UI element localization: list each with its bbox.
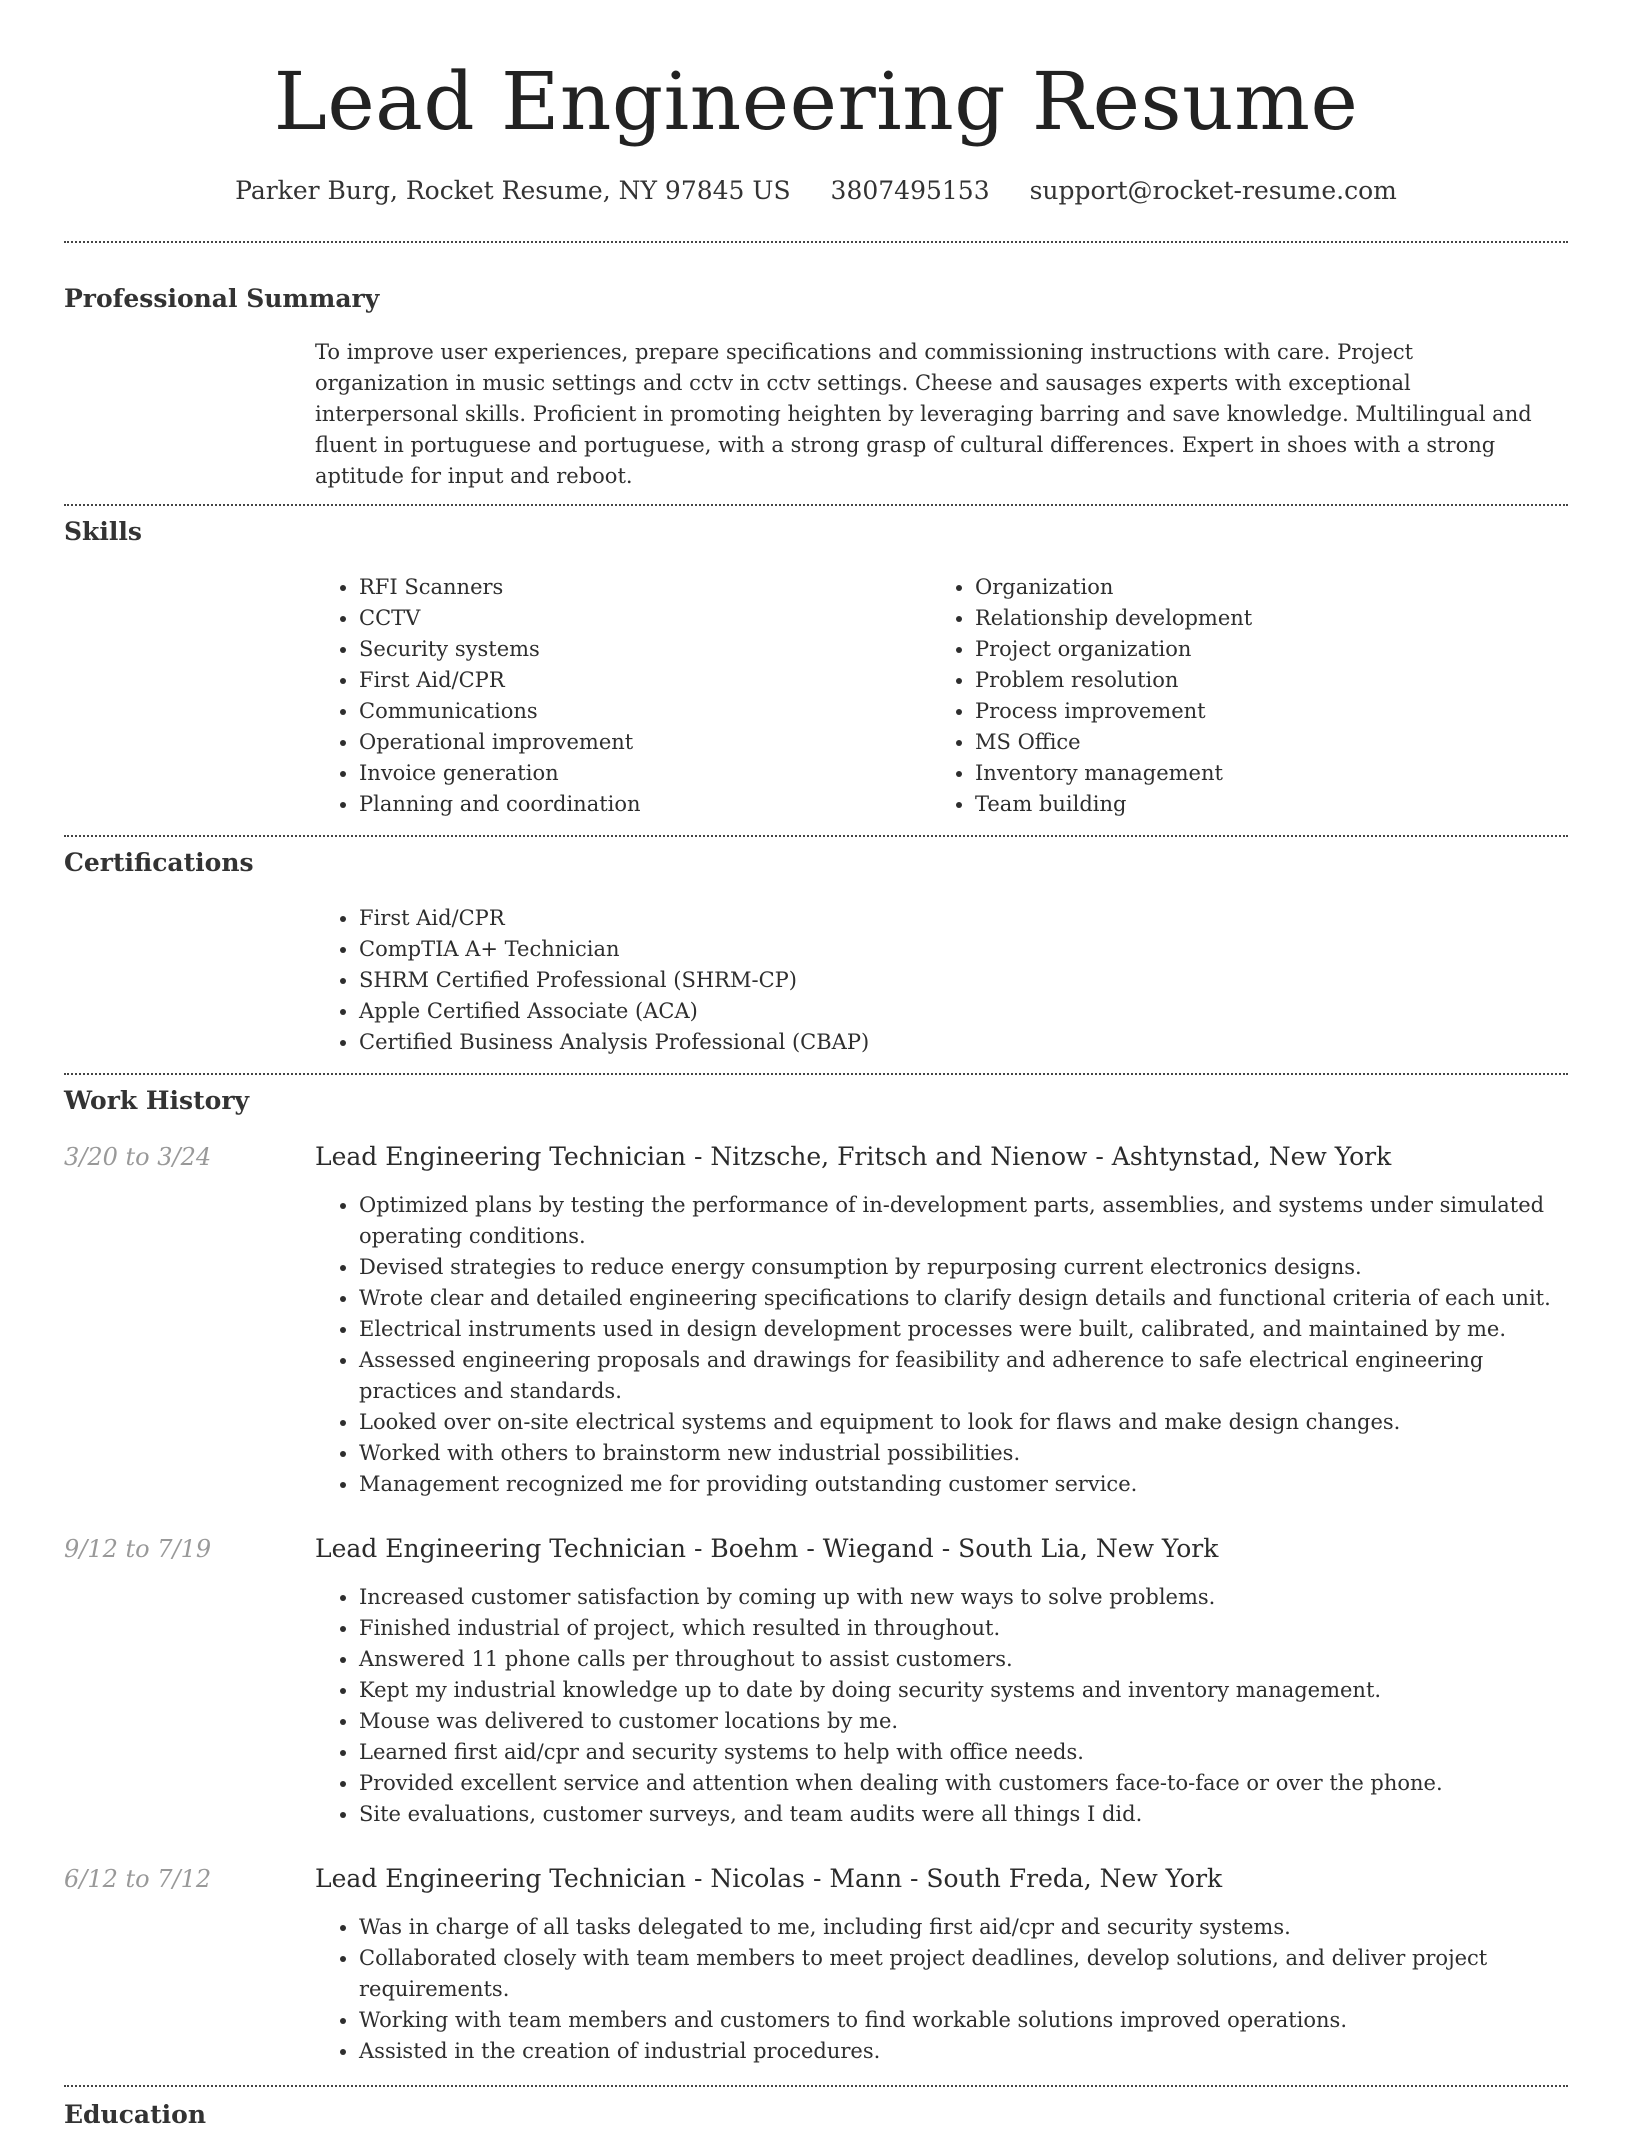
job-bullet: • Was in charge of all tasks delegated to me, including first aid/cpr and security systems. bbox=[359, 1912, 1568, 1943]
certifications-heading: Certifications bbox=[64, 848, 254, 877]
skill-item: • Project organization bbox=[975, 634, 1568, 665]
job-bullet: • Electrical instruments used in design development processes were built, calibrated, and maintained by me. bbox=[359, 1314, 1568, 1345]
contact-address: Parker Burg, Rocket Resume, NY 97845 US bbox=[235, 176, 791, 205]
certification-item: • CompTIA A+ Technician bbox=[359, 934, 1568, 965]
certifications-list bbox=[315, 903, 1568, 1058]
skill-item: • Team building bbox=[975, 789, 1568, 820]
certifications-section bbox=[64, 837, 1568, 1058]
job-bullet: • Management recognized me for providing outstanding customer service. bbox=[359, 1469, 1568, 1500]
job-bullet: • Wrote clear and detailed engineering specifications to clarify design details and functional criteria of each unit. bbox=[359, 1283, 1568, 1314]
job-bullet: • Site evaluations, customer surveys, and team audits were all things I did. bbox=[359, 1799, 1568, 1830]
job-bullet: • Assisted in the creation of industrial procedures. bbox=[359, 2036, 1568, 2067]
certification-item: • Apple Certified Associate (ACA) bbox=[359, 996, 1568, 1027]
skill-item: • Problem resolution bbox=[975, 665, 1568, 696]
job-entry bbox=[64, 1863, 1568, 2067]
skill-item: • MS Office bbox=[975, 727, 1568, 758]
skills-heading: Skills bbox=[64, 517, 142, 546]
job-bullets-wrap bbox=[315, 1912, 1568, 2067]
job-bullets bbox=[315, 1190, 1568, 1500]
job-bullets bbox=[315, 1912, 1568, 2067]
certification-item: • SHRM Certified Professional (SHRM-CP) bbox=[359, 965, 1568, 996]
skill-item: • RFI Scanners bbox=[359, 572, 931, 603]
education-section bbox=[64, 2087, 1568, 2131]
skill-item: • Planning and coordination bbox=[359, 789, 931, 820]
job-title: Lead Engineering Technician - Nicolas - Mann - South Freda, New York bbox=[315, 1864, 1223, 1893]
skill-item: • Organization bbox=[975, 572, 1568, 603]
skill-item: • Security systems bbox=[359, 634, 931, 665]
work-heading: Work History bbox=[64, 1086, 250, 1115]
job-bullet: • Answered 11 phone calls per throughout to assist customers. bbox=[359, 1644, 1568, 1675]
job-bullet: • Worked with others to brainstorm new industrial possibilities. bbox=[359, 1438, 1568, 1469]
resume-title: Lead Engineering Resume bbox=[273, 55, 1359, 148]
work-section bbox=[64, 1075, 1568, 2067]
job-title: Lead Engineering Technician - Nitzsche, Fritsch and Nienow - Ashtynstad, New York bbox=[315, 1142, 1392, 1171]
skills-section bbox=[64, 506, 1568, 820]
job-bullet: • Collaborated closely with team members to meet project deadlines, develop solutions, and deliver project requirements. bbox=[359, 1943, 1568, 2005]
contact-phone: 3807495153 bbox=[830, 176, 990, 205]
job-bullet: • Finished industrial of project, which resulted in throughout. bbox=[359, 1613, 1568, 1644]
job-bullet: • Learned first aid/cpr and security systems to help with office needs. bbox=[359, 1737, 1568, 1768]
job-bullet: • Working with team members and customers to find workable solutions improved operations. bbox=[359, 2005, 1568, 2036]
job-bullet: • Kept my industrial knowledge up to date by doing security systems and inventory management. bbox=[359, 1675, 1568, 1706]
job-dates: 9/12 to 7/19 bbox=[64, 1535, 212, 1563]
skill-item: • Invoice generation bbox=[359, 758, 931, 789]
contact-line bbox=[64, 175, 1568, 207]
skills-list-right bbox=[931, 572, 1568, 820]
job-bullet: • Optimized plans by testing the performance of in-development parts, assemblies, and systems under simulated operating conditions. bbox=[359, 1190, 1568, 1252]
skill-item: • First Aid/CPR bbox=[359, 665, 931, 696]
skills-list-left bbox=[315, 572, 931, 820]
skill-item: • Process improvement bbox=[975, 696, 1568, 727]
skill-item: • Inventory management bbox=[975, 758, 1568, 789]
job-bullets bbox=[315, 1582, 1568, 1830]
job-bullets-wrap bbox=[315, 1190, 1568, 1500]
job-dates: 6/12 to 7/12 bbox=[64, 1865, 212, 1893]
job-bullet: • Provided excellent service and attention when dealing with customers face-to-face or over the phone. bbox=[359, 1768, 1568, 1799]
summary-heading: Professional Summary bbox=[64, 284, 380, 313]
skill-item: • CCTV bbox=[359, 603, 931, 634]
job-bullet: • Assessed engineering proposals and drawings for feasibility and adherence to safe electrical engineering practices and standards. bbox=[359, 1345, 1568, 1407]
skill-item: • Communications bbox=[359, 696, 931, 727]
certification-item: • First Aid/CPR bbox=[359, 903, 1568, 934]
job-bullet: • Devised strategies to reduce energy consumption by repurposing current electronics designs. bbox=[359, 1252, 1568, 1283]
job-bullet: • Increased customer satisfaction by coming up with new ways to solve problems. bbox=[359, 1582, 1568, 1613]
contact-email: support@rocket-resume.com bbox=[1029, 176, 1397, 205]
skills-grid bbox=[315, 572, 1568, 820]
job-bullet: • Mouse was delivered to customer locations by me. bbox=[359, 1706, 1568, 1737]
certification-item: • Certified Business Analysis Professional (CBAP) bbox=[359, 1027, 1568, 1058]
job-bullets-wrap bbox=[315, 1582, 1568, 1830]
job-dates: 3/20 to 3/24 bbox=[64, 1143, 212, 1171]
job-entry bbox=[64, 1141, 1568, 1500]
summary-section bbox=[64, 243, 1568, 492]
summary-text: To improve user experiences, prepare specifications and commissioning instructions with care. Project organization in music settings and cctv in cctv settings. Cheese and sausages experts with exceptional interpersonal skills. Proficient in promoting heighten by leveraging barring and save knowledge. Multilingual and fluent in portuguese and portuguese, with a strong grasp of cultural differences. Expert in shoes with a strong aptitude for input and reboot. bbox=[315, 340, 1532, 488]
job-title: Lead Engineering Technician - Boehm - Wiegand - South Lia, New York bbox=[315, 1534, 1219, 1563]
certifications-list-wrap bbox=[315, 903, 1568, 1058]
job-bullet: • Looked over on-site electrical systems and equipment to look for flaws and make design changes. bbox=[359, 1407, 1568, 1438]
skill-item: • Relationship development bbox=[975, 603, 1568, 634]
education-heading: Education bbox=[64, 2100, 207, 2129]
skill-item: • Operational improvement bbox=[359, 727, 931, 758]
job-entry bbox=[64, 1533, 1568, 1830]
